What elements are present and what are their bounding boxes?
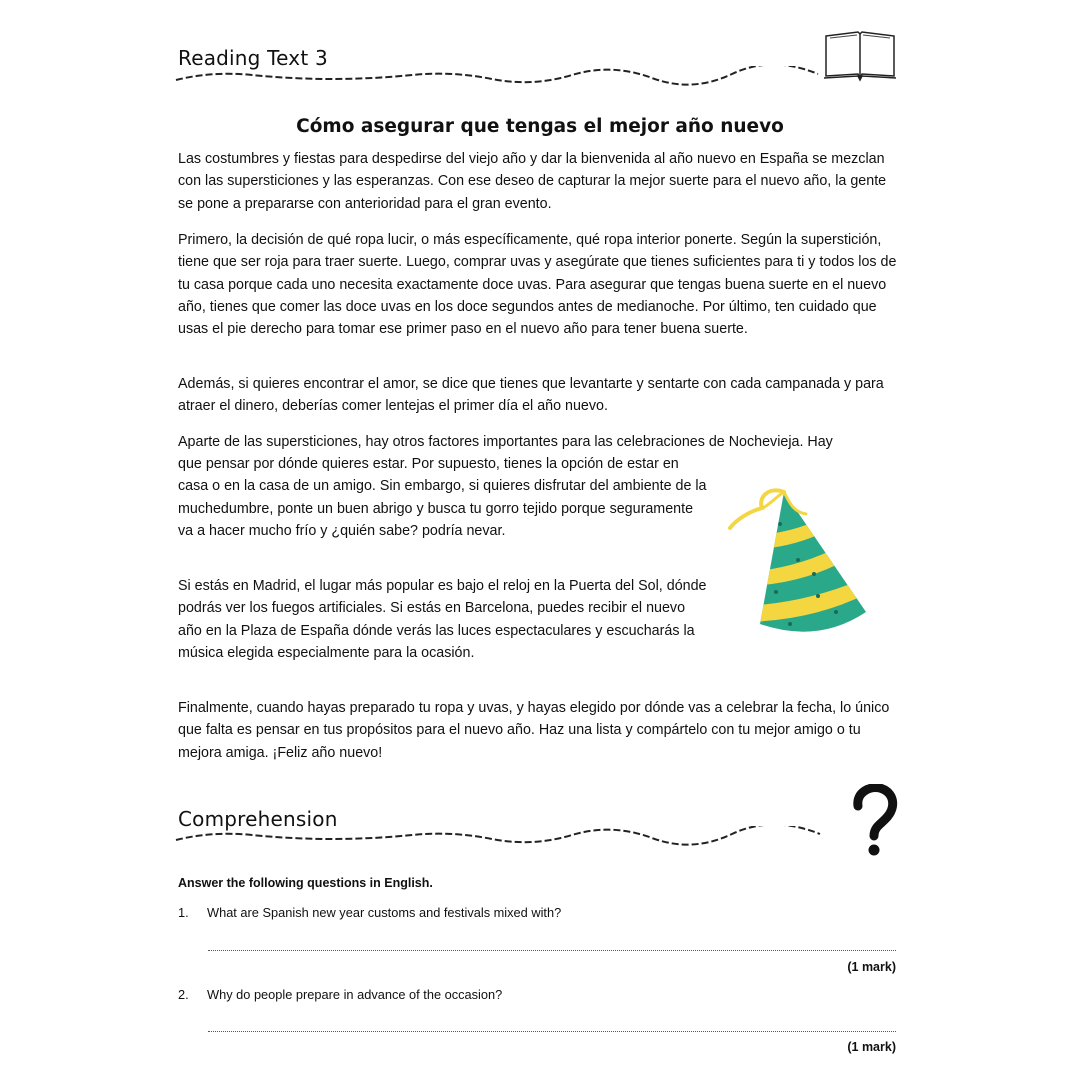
wavy-divider [172,826,824,848]
question-text: Why do people prepare in advance of the occasion? [207,987,503,1002]
party-hat-icon [718,484,888,644]
question-number: 2. [178,987,189,1002]
wavy-divider [172,66,822,88]
section-title-reading: Reading Text 3 [178,46,328,70]
question-number: 1. [178,905,189,920]
question-mark-icon [850,784,900,858]
paragraph-6: Finalmente, cuando hayas preparado tu ropa y uvas, y hayas elegido por dónde vas a celebrar la fecha, lo único que falta es pensar en tus propósitos para el nuevo año. Haz una lista y compártelo con tu mejor amigo o tu mejora amiga. ¡Feliz año nuevo! [178,700,890,761]
paragraph-1: Las costumbres y fiestas para despedirse del viejo año y dar la bienvenida al año nuevo en España se mezclan con las supersticiones y las esperanzas. Con ese deseo de capturar la mejor suerte para el nuevo año, la gente se pone a prepararse con anterioridad para el gran evento. [178,151,887,212]
answer-line-2[interactable] [208,1031,896,1032]
marks-label: (1 mark) [847,960,896,974]
instruction-text: Answer the following questions in English. [178,876,433,890]
paragraph-4-intro: Aparte de las supersticiones, hay otros factores importantes para las celebraciones de Nochevieja. Hay [178,434,833,450]
answer-line-1[interactable] [208,950,896,951]
question-1 [178,905,561,920]
paragraph-3: Además, si quieres encontrar el amor, se dice que tienes que levantarte y sentarte con cada campanada y para atraer el dinero, deberías comer lentejas el primer día el año nuevo. [178,376,884,415]
paragraph-4: que pensar por dónde quieres estar. Por supuesto, tienes la opción de estar en casa o en la casa de un amigo. Sin embargo, si quieres disfrutar del ambiente de la muchedumbre, ponte un buen abrigo y busca tu gorro tejido porque seguramente va a hacer mucho frío y ¿quién sabe? podría nevar. [178,456,707,539]
paragraph-2: Primero, la decisión de qué ropa lucir, o más específicamente, qué ropa interior ponerte. Según la superstición, tiene que ser roja para traer suerte. Luego, comprar uvas y asegúrate que tienes suficientes para ti y todos los de tu casa porque cada uno necesita exactamente doce uvas. Para asegurar que tengas buena suerte en el nuevo año, tienes que comer las doce uvas en los doce segundos antes de medianoche. Por último, ten cuidado que usas el pie derecho para tomar ese primer paso en el nuevo año para tener buena suerte. [178,232,897,338]
question-2 [178,987,502,1002]
question-text: What are Spanish new year customs and festivals mixed with? [207,905,562,920]
section-title-comprehension: Comprehension [178,807,338,831]
paragraph-5: Si estás en Madrid, el lugar más popular es bajo el reloj en la Puerta del Sol, dónde podrás ver los fuegos artificiales. Si estás en Barcelona, puedes recibir el nuevo año en la Plaza de España dónde verás las luces espectaculares y escucharás la música elegida especialmente para la ocasión. [178,578,707,661]
marks-label: (1 mark) [847,1040,896,1054]
article-title: Cómo asegurar que tengas el mejor año nuevo [296,116,784,137]
open-book-icon [822,28,898,82]
